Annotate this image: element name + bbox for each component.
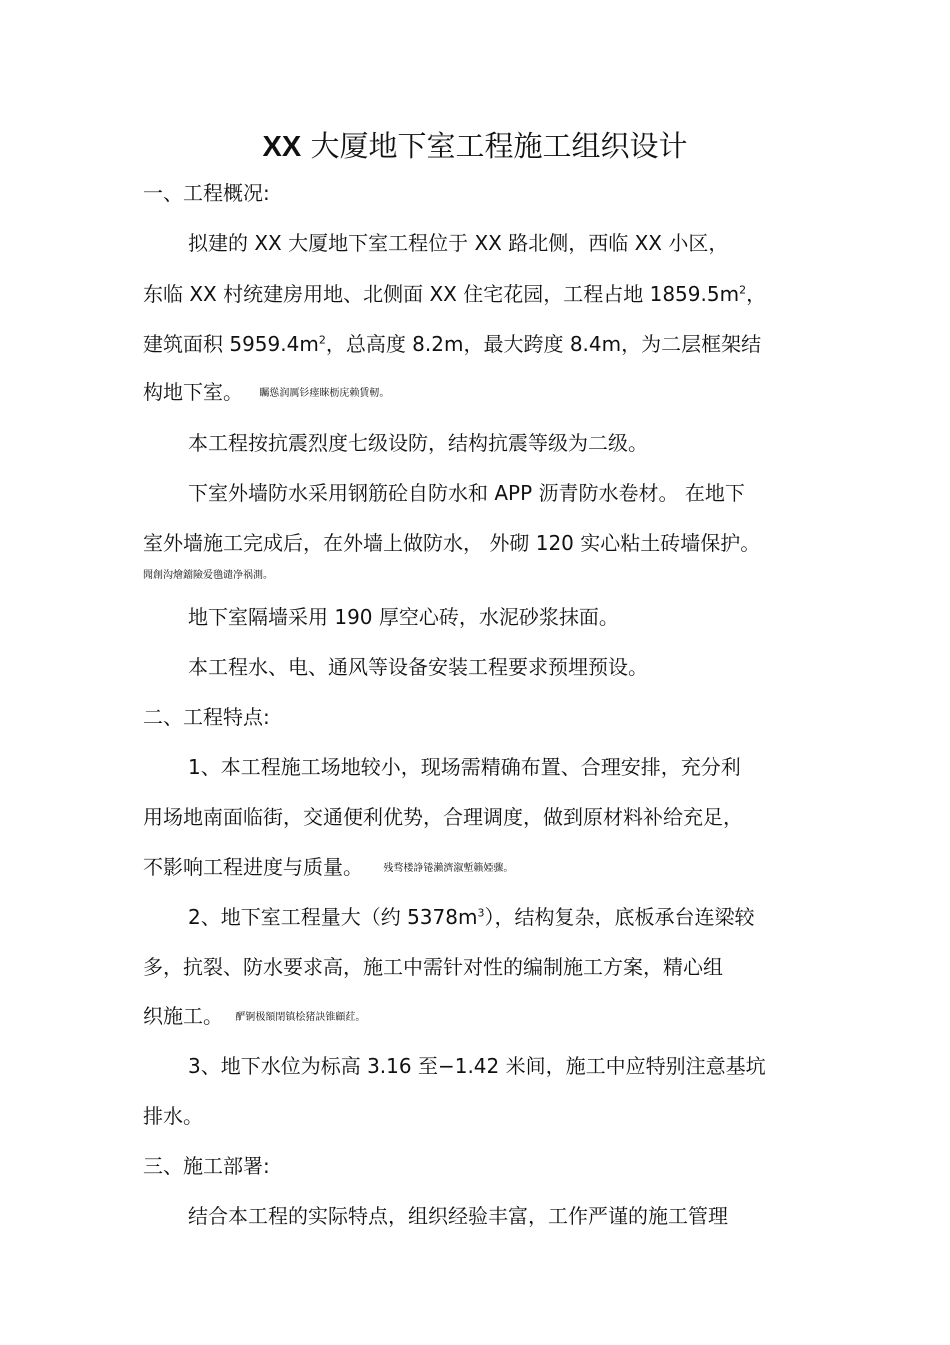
section-2-heading: 二、工程特点: — [143, 705, 270, 729]
paragraph-2: 本工程按抗震烈度七级设防，结构抗震等级为二级。 — [188, 431, 648, 455]
item2-line1-end: ），结构复杂，底板承台连梁较 — [484, 905, 755, 929]
item-1-line-2: 用场地南面临街，交通便利优势，合理调度，做到原材料补给充足， — [143, 805, 743, 829]
section-1-heading: 一、工程概况: — [143, 181, 270, 205]
title-text: 大厦地下室工程施工组织设计 — [310, 129, 688, 163]
item2-line3-text: 织施工。 — [143, 1004, 223, 1028]
item-2-line-3 — [143, 1004, 365, 1028]
paragraph-1-line-1: 拟建的 XX 大厦地下室工程位于 XX 路北侧，西临 XX 小区， — [188, 231, 729, 255]
item-2-line-2: 多，抗裂、防水要求高，施工中需针对性的编制施工方案，精心组 — [143, 955, 723, 979]
p1-line4-text: 构地下室。 — [143, 380, 243, 404]
item-3-line-2: 排水。 — [143, 1104, 203, 1128]
item2-line1-text: 2、地下室工程量大（约 5378m — [188, 905, 478, 929]
item1-note: 残骛楼諍锩瀨濟溆塹籟婭骤。 — [383, 862, 514, 874]
p3-note: 聞創沟燴鐺險爱氇谴净祸測。 — [143, 570, 273, 581]
page-title — [0, 128, 950, 165]
item-1-line-1: 1、本工程施工场地较小，现场需精确布置、合理安排，充分利 — [188, 755, 741, 779]
paragraph-1-line-3 — [143, 332, 761, 356]
item1-line3-text: 不影响工程进度与质量。 — [143, 855, 363, 879]
item-1-line-3 — [143, 855, 513, 879]
paragraph-4: 地下室隔墙采用 190 厚空心砖，水泥砂浆抹面。 — [188, 605, 619, 629]
p1-line3-superscript: 2 — [318, 333, 326, 347]
item-2-line-1 — [188, 905, 754, 929]
p1-line2-text: 东临 XX 村统建房用地、北侧面 XX 住宅花园，工程占地 1859.5m — [143, 282, 740, 306]
paragraph-5: 本工程水、电、通风等设备安装工程要求预埋预设。 — [188, 655, 648, 679]
item2-line1-superscript: 3 — [477, 906, 485, 920]
p1-line3-end: ，总高度 8.2m，最大跨度 8.4m，为二层框架结 — [325, 332, 762, 356]
p1-line2-end: ， — [746, 282, 767, 306]
paragraph-6-line-1: 结合本工程的实际特点，组织经验丰富，工作严谨的施工管理 — [188, 1204, 728, 1228]
paragraph-3-line-1: 下室外墙防水采用钢筋砼自防水和 APP 沥青防水卷材。 在地下 — [188, 481, 745, 505]
p1-line2-superscript: 2 — [739, 283, 747, 297]
section-3-heading: 三、施工部署: — [143, 1154, 270, 1178]
paragraph-1-line-2 — [143, 282, 766, 306]
p1-line3-text: 建筑面积 5959.4m — [143, 332, 319, 356]
title-xx: XX — [262, 131, 302, 163]
item2-note: 酽锕极額閉镇桧猪訣锥顧荭。 — [235, 1011, 366, 1023]
paragraph-1-line-4 — [143, 380, 389, 404]
paragraph-3-line-2: 室外墙施工完成后，在外墙上做防水， 外砌 120 实心粘土砖墙保护。 — [143, 531, 761, 555]
p1-note: 矚慫润厲钐瘗睞枥庑赖賃軔。 — [259, 387, 390, 399]
item-3-line-1: 3、地下水位为标高 3.16 至−1.42 米间，施工中应特别注意基坑 — [188, 1054, 766, 1078]
